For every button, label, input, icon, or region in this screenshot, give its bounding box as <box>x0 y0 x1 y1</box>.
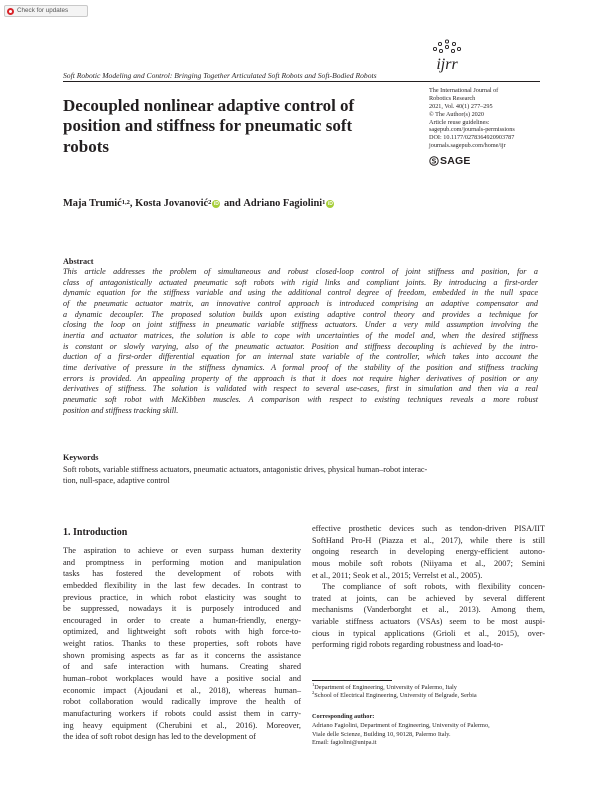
text-line: mechanisms (Vanderborght et al., 2013). Among them, <box>312 605 545 615</box>
text-line: position and stiffness tracking skill. <box>63 405 179 415</box>
text-line: economic impact (Ajoudani et al., 2018), whereas human– <box>63 685 301 695</box>
author-separator: and <box>221 198 244 209</box>
author-name: Kosta Jovanović <box>135 198 209 209</box>
journal-home-link[interactable]: journals.sagepub.com/home/ijr <box>429 142 506 150</box>
keywords-line: tion, null-space, adaptive control <box>63 476 170 485</box>
journal-info <box>429 87 549 150</box>
author-separator: , <box>129 198 136 209</box>
text-line: et al., 2011; Seok et al., 2015; Verrelst et al., 2005). <box>312 570 483 580</box>
sage-icon <box>429 156 439 166</box>
journal-info-line: © The Author(s) 2020 <box>429 110 484 118</box>
text-line: dynamic equation for the stiffness variable and using the additional control degree of freedom, embedded in the null space <box>63 288 538 298</box>
corresponding-line: Viale delle Scienze, Building 10, 90128, Palermo Italy. <box>312 730 451 738</box>
publisher-name: SAGE <box>440 155 471 167</box>
doi-link[interactable]: DOI: 10.1177/0278364920903787 <box>429 134 515 142</box>
text-line: the idea of soft robot design has led to the development of <box>63 732 256 742</box>
text-line: This article addresses the problem of simultaneous and robust closed-loop control of joint stiffness and position, for a <box>63 267 538 276</box>
reuse-link[interactable]: sagepub.com/journals-permissions <box>429 126 515 134</box>
keywords-heading: Keywords <box>63 453 99 462</box>
text-line: weight ratios. Thanks to these properties, soft robots have <box>63 639 301 649</box>
text-line: a dynamic decoupler. The proposed solution builds upon existing adaptive control theory and provides a technique for <box>63 309 538 319</box>
text-line: shown promising aspects as far as it concerns the assistance <box>63 650 301 660</box>
journal-info-line: Article reuse guidelines: <box>429 118 490 126</box>
text-line: human–robot workplaces would have a positive social and <box>63 674 301 684</box>
text-line: trated at joints, can be achieved by several different <box>312 593 545 603</box>
body-column-right <box>312 523 545 651</box>
author-list: Maja Trumić $^{1,2}$ , Kosta Jovanović $^2$ iD and Adriano Fagiolini $^1$ iD <box>63 198 333 209</box>
text-line: of the pneumatic actuator matrix, an innovative control approach is introduced comprising an adaptive compensator and <box>63 298 538 308</box>
text-line: errors is provided. An appealing property of the approach is that it does not require higher derivatives of position or any <box>63 373 538 383</box>
journal-logo-text: ijrr <box>436 56 458 73</box>
text-line: of and safe interaction with humans. Creating shared <box>63 662 301 672</box>
publisher-logo <box>429 155 471 167</box>
abstract-heading: Abstract <box>63 257 94 266</box>
text-line: duction of a first-order differential equation for an internal state variable of the controller, which takes into account the <box>63 352 538 362</box>
text-line: embedded flexibility in the last few decades. In contrast to <box>63 580 301 590</box>
text-line: be suppressed, nowadays it is purposely introduced and <box>63 604 301 614</box>
text-line: robot collaboration would radically improve the health of <box>63 697 301 707</box>
text-line: cious in typical applications (Grioli et al., 2015), over- <box>312 628 545 638</box>
text-line: previous practice, in which robot elasticity was sought to <box>63 592 301 602</box>
text-line: SoftHand Pro-H (Piazza et al., 2017), while there is still <box>312 535 545 545</box>
text-line: performing rigid robots regarding robustness and load-to- <box>312 640 504 650</box>
running-head: Soft Robotic Modeling and Control: Bringing Together Articulated Soft Robots and Soft-Bodied Robots <box>63 71 377 80</box>
corresponding-line: Adriano Fagiolini, Department of Engineering, University of Palermo, <box>312 722 490 729</box>
footnote-line <box>312 692 552 700</box>
text-line: variable stiffness actuators (VSAs) seem to be most auspi- <box>312 617 545 627</box>
text-line: inertia and actuator matrices, the solution is able to cope with uncertainties of the model and, when the desired stiffness <box>63 330 538 340</box>
corresponding-author-heading: Corresponding author: <box>312 713 375 720</box>
text-line: class of antagonistically actuated pneumatic soft robots with rigid links and compliant joints. By introducing a first-order <box>63 277 538 287</box>
check-for-updates-label: Check for updates <box>17 7 69 14</box>
text-line: optimized, and lightweight soft robots with high force-to- <box>63 627 301 637</box>
header-rule <box>63 81 540 82</box>
text-line: encouraged in order to create a human-friendly, energy- <box>63 615 301 625</box>
text-line: effective prosthetic devices such as tendon-driven PISA/IIT <box>312 524 545 533</box>
journal-info-line: The International Journal of <box>429 87 499 94</box>
corresponding-email[interactable]: Email: fagiolini@unipa.it <box>312 739 377 747</box>
text-line: tasks has fostered the development of robots with <box>63 569 301 579</box>
text-line: is constant or slowly varying, also of the pneumatic actuator. Position and stiffness decoupling is achieved by the intro- <box>63 341 538 351</box>
update-icon <box>7 8 14 15</box>
affiliation-footnotes <box>312 681 552 701</box>
author-name: Maja Trumić <box>63 198 122 209</box>
text-line: derivatives of stiffness. The solution is validated with respect to several use-cases, first in simulation and then via a real <box>63 384 538 394</box>
orcid-icon[interactable]: iD <box>213 200 219 207</box>
text-line: and promptness in performing motion and manipulation <box>63 557 301 567</box>
footnote-text: Department of Engineering, University of Palermo, Italy <box>314 684 457 691</box>
body-column-left <box>63 545 301 743</box>
section-heading: 1. Introduction <box>63 527 128 538</box>
text-line: time derivative of pressure in the stiffness dynamics. A formal proof of the stability of the position and stiffness tracking <box>63 362 538 372</box>
journal-logo-icon <box>426 38 468 80</box>
footnote-rule <box>312 680 392 681</box>
text-line: mous mobile soft robots (Niiyama et al., 2007; Semini <box>312 558 545 568</box>
text-line: ing heavy equipment (Cherubini et al., 2016). Moreover, <box>63 720 301 730</box>
footnote-mark: 2 <box>312 690 315 696</box>
text-line: ongoing research in developing energy-efficient autono- <box>312 547 545 557</box>
text-line: closing the loop on joint stiffness in pneumatic variable stiffness actuators. Under a very mild assumption involving the <box>63 320 538 330</box>
article-title: Decoupled nonlinear adaptive control of position and stiffness for pneumatic soft robots <box>63 96 355 156</box>
footnote-mark: 1 <box>312 681 315 687</box>
footnote-text: School of Electrical Engineering, University of Belgrade, Serbia <box>314 692 477 700</box>
check-for-updates-badge[interactable] <box>4 5 88 17</box>
text-line: manufacturing workers if robots could assist them in carry- <box>63 708 301 718</box>
journal-info-line: Robotics Research <box>429 94 476 102</box>
corresponding-author <box>312 722 552 748</box>
orcid-icon[interactable]: iD <box>327 200 333 207</box>
text-line: The aspiration to achieve or even surpass human dexterity <box>63 546 301 555</box>
abstract-body <box>63 267 538 416</box>
keywords-line: Soft robots, variable stiffness actuators, pneumatic actuators, antagonistic drives, physical human–robot interac- <box>63 465 428 474</box>
text-line: pneumatic soft robot with McKibben muscles. A comparison with respect to existing techniques reveals a more robust <box>63 394 538 404</box>
text-line: The compliance of soft robots, with flexibility concen- <box>322 582 545 592</box>
keywords-body <box>63 464 543 486</box>
author-name: Adriano Fagiolini <box>243 198 323 209</box>
journal-info-line: 2021, Vol. 40(1) 277–295 <box>429 102 493 110</box>
